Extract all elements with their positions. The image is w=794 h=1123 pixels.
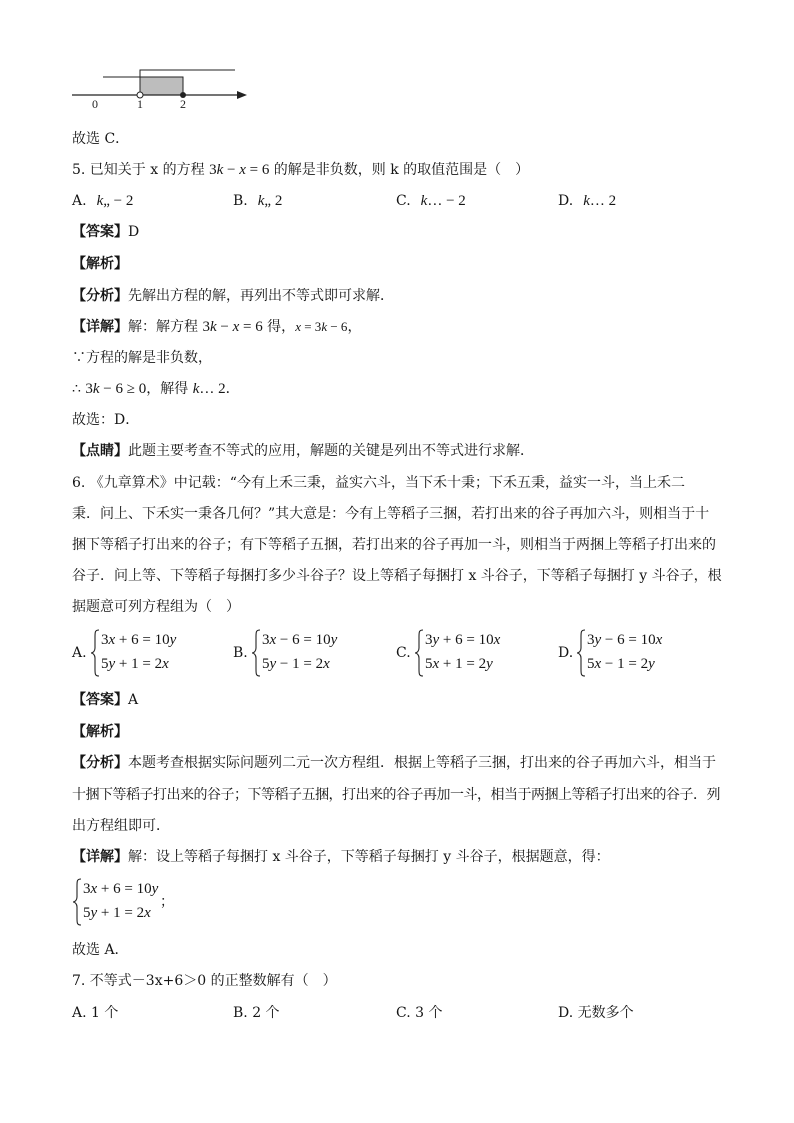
q5-analysis-text: 先解出方程的解，再列出不等式即可求解． bbox=[128, 288, 394, 304]
q7-option-d-text: 无数多个 bbox=[573, 1005, 634, 1021]
q6-option-b-eq1: 3x − 6 = 10y bbox=[262, 632, 338, 648]
q7-option-c-text: 3 个 bbox=[410, 1005, 443, 1021]
left-brace-icon bbox=[251, 629, 261, 677]
q5-answer-tag: 【答案】 bbox=[72, 224, 128, 240]
q7-option-d bbox=[558, 1003, 634, 1023]
left-brace-icon bbox=[90, 629, 100, 677]
q6-option-a-label: A. bbox=[72, 645, 87, 661]
q6-detail-system-suffix: ； bbox=[160, 894, 174, 910]
q7-option-c bbox=[396, 1003, 442, 1023]
q6-stem-line-4: 谷子．问上等、下等稻子每捆打多少斗谷子？设上等稻子每捆打 x 斗谷子，下等稻子每捆打 y 斗谷子，根 bbox=[72, 568, 722, 584]
q7-option-c-label: C. bbox=[396, 1005, 411, 1021]
q6-analysis-line-1 bbox=[72, 753, 716, 773]
q5-remark bbox=[72, 441, 534, 461]
q5-analysis bbox=[72, 286, 394, 306]
number-line-figure bbox=[0, 0, 260, 115]
q6-option-d bbox=[558, 628, 708, 678]
q5-option-b-label: B. bbox=[233, 193, 248, 209]
q6-analysis-line-3: 出方程组即可． bbox=[72, 818, 170, 834]
q6-option-b-equations bbox=[262, 628, 337, 676]
q5-option-a-math: k„ − 2 bbox=[96, 193, 134, 209]
q6-stem-line-3: 捆下等稻子打出来的谷子；有下等稻子五捆，若打出来的谷子再加一斗，则相当于两捆上等稻子打出来的 bbox=[72, 537, 716, 553]
q7-option-b bbox=[233, 1003, 280, 1023]
q5-remark-tag: 【点睛】 bbox=[72, 443, 128, 459]
q5-option-d bbox=[558, 191, 616, 211]
q6-option-c-eq2: 5x + 1 = 2y bbox=[425, 656, 493, 672]
q5-detail-tag: 【详解】 bbox=[72, 319, 128, 335]
q6-option-d-label: D. bbox=[558, 645, 574, 661]
q6-option-d-eq2: 5x − 1 = 2y bbox=[587, 656, 655, 672]
q6-detail-text: 解：设上等稻子每捆打 x 斗谷子，下等稻子每捆打 y 斗谷子，根据题意，得： bbox=[128, 849, 610, 865]
q5-detail-3-result: k… 2 bbox=[192, 381, 226, 397]
q7-option-d-label: D. bbox=[558, 1005, 574, 1021]
q6-stem-line-1: 6. 《九章算术》中记载：“今有上禾三秉，益实六斗，当下禾十秉；下禾五秉，益实一斗，当上禾二 bbox=[72, 475, 685, 491]
q7-stem: 7. 不等式－3x+6＞0 的正整数解有（ ） bbox=[72, 973, 337, 989]
q6-option-a-equations bbox=[101, 628, 176, 676]
q5-option-d-label: D. bbox=[558, 193, 574, 209]
q6-option-d-eq1: 3y − 6 = 10x bbox=[587, 632, 663, 648]
q6-option-c-label: C. bbox=[396, 645, 411, 661]
q6-answer bbox=[72, 690, 138, 710]
q5-detail-1-equation: 3k − x = 6 bbox=[202, 319, 263, 335]
q5-detail-line-2: ∵方程的解是非负数， bbox=[72, 350, 212, 366]
q7-option-a-label: A. bbox=[72, 1005, 87, 1021]
q4-conclusion: 故选 C． bbox=[72, 131, 130, 147]
q6-option-c-equations bbox=[425, 628, 500, 676]
q6-answer-tag: 【答案】 bbox=[72, 692, 128, 708]
q5-detail-1-solution: x = 3k − 6 bbox=[295, 319, 348, 334]
q5-stem-pre: 5. 已知关于 x 的方程 bbox=[72, 162, 210, 178]
q5-option-a-label: A. bbox=[72, 193, 87, 209]
q7-option-a-text: 1 个 bbox=[86, 1005, 119, 1021]
left-brace-icon bbox=[414, 629, 424, 677]
q7-option-b-label: B. bbox=[233, 1005, 248, 1021]
q5-stem-post: 的解是非负数，则 k 的取值范围是（ ） bbox=[269, 162, 530, 178]
q6-detail-eq2: 5y + 1 = 2x bbox=[83, 905, 151, 921]
q6-detail bbox=[72, 847, 610, 867]
q5-explanation-tag: 【解析】 bbox=[72, 256, 128, 272]
q5-analysis-tag: 【分析】 bbox=[72, 288, 128, 304]
q6-detail-eq1: 3x + 6 = 10y bbox=[83, 881, 159, 897]
q5-option-b bbox=[233, 191, 282, 211]
q5-detail-line-1 bbox=[72, 317, 361, 337]
q5-detail-3-inequality: 3k − 6 ≥ 0 bbox=[85, 381, 147, 397]
axis-arrow-icon bbox=[237, 91, 247, 99]
q6-option-b bbox=[233, 628, 383, 678]
q6-detail-equations bbox=[83, 877, 158, 925]
q6-analysis-line-2: 十捆下等稻子打出来的谷子；下等稻子五捆，打出来的谷子再加一斗，相当于两捆上等稻子打出来的谷子．列 bbox=[72, 787, 720, 803]
q5-stem-equation: 3k − x = 6 bbox=[209, 162, 270, 178]
q6-detail-system bbox=[72, 877, 222, 927]
q5-detail-3-pre: ∴ bbox=[72, 381, 86, 397]
q5-option-d-math: k… 2 bbox=[583, 193, 617, 209]
q7-option-b-text: 2 个 bbox=[247, 1005, 280, 1021]
q5-remark-text: 此题主要考查不等式的应用，解题的关键是列出不等式进行求解． bbox=[128, 443, 534, 459]
q6-detail-tag: 【详解】 bbox=[72, 849, 128, 865]
q6-stem-line-5: 据题意可列方程组为（ ） bbox=[72, 599, 240, 615]
q6-analysis-tag: 【分析】 bbox=[72, 755, 128, 771]
q5-option-a bbox=[72, 191, 133, 211]
q6-option-c-eq1: 3y + 6 = 10x bbox=[425, 632, 501, 648]
q6-option-a-eq2: 5y + 1 = 2x bbox=[101, 656, 169, 672]
q6-option-a-eq1: 3x + 6 = 10y bbox=[101, 632, 177, 648]
q5-option-c bbox=[396, 191, 466, 211]
q6-stem-line-2: 秉．问上、下禾实一秉各几何？”其大意是：今有上等稻子三捆，若打出来的谷子再加六斗，则相当于十 bbox=[72, 506, 710, 522]
tick-label-2: 2 bbox=[180, 97, 186, 111]
q5-option-b-math: k„ 2 bbox=[257, 193, 283, 209]
q6-analysis-text-1: 本题考查根据实际问题列二元一次方程组．根据上等稻子三捆，打出来的谷子再加六斗，相当于 bbox=[128, 755, 716, 771]
q5-option-c-math: k… − 2 bbox=[420, 193, 466, 209]
q5-detail-1-pre: 解：解方程 bbox=[128, 319, 203, 335]
q6-conclusion: 故选 A． bbox=[72, 942, 129, 958]
q5-stem bbox=[72, 160, 529, 180]
q5-conclusion: 故选：D． bbox=[72, 412, 140, 428]
q6-explanation-tag: 【解析】 bbox=[72, 724, 128, 740]
q6-option-d-equations bbox=[587, 628, 662, 676]
q5-detail-line-3 bbox=[72, 379, 240, 399]
q6-option-c bbox=[396, 628, 546, 678]
q5-detail-3-post: ． bbox=[225, 381, 240, 397]
q6-option-a bbox=[72, 628, 222, 678]
left-brace-icon bbox=[576, 629, 586, 677]
q6-answer-value: A bbox=[128, 692, 139, 708]
q5-answer-value: D bbox=[128, 224, 140, 240]
q5-detail-1-post: ， bbox=[347, 319, 362, 335]
tick-label-1: 1 bbox=[137, 97, 143, 111]
q6-option-b-label: B. bbox=[233, 645, 248, 661]
q5-option-c-label: C. bbox=[396, 193, 411, 209]
left-brace-icon bbox=[72, 878, 82, 926]
tick-label-0: 0 bbox=[92, 97, 98, 111]
q5-detail-1-mid: 得， bbox=[262, 319, 296, 335]
solution-region-shading bbox=[140, 77, 183, 95]
q6-option-b-eq2: 5y − 1 = 2x bbox=[262, 656, 330, 672]
q5-answer bbox=[72, 222, 139, 242]
q7-option-a bbox=[72, 1003, 118, 1023]
q5-detail-3-mid: ，解得 bbox=[146, 381, 193, 397]
